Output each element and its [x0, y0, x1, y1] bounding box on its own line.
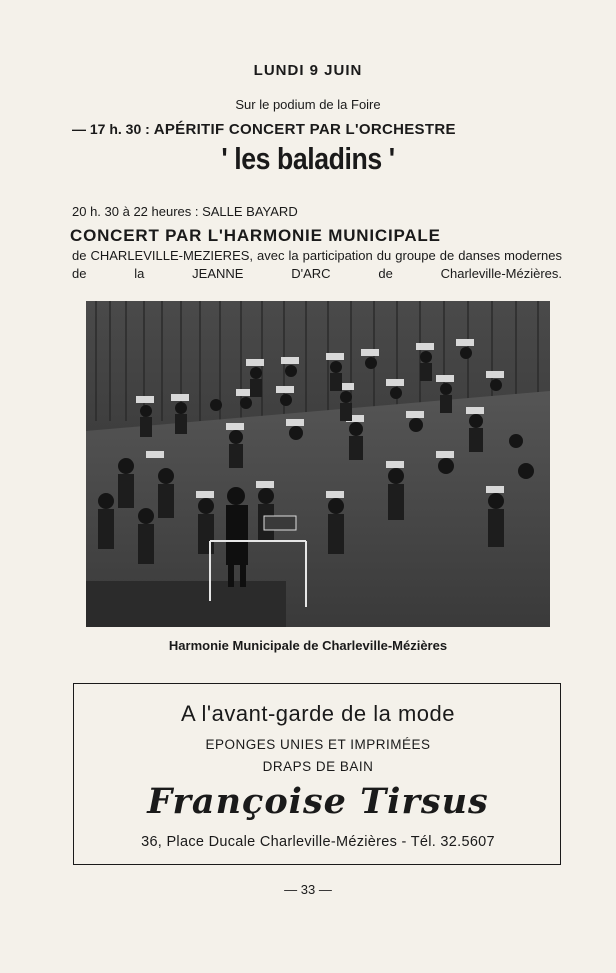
page-number: — 33 — [284, 882, 332, 897]
orchestra-photo-illustration [86, 301, 550, 627]
aperitif-time: — 17 h. 30 : [72, 121, 150, 137]
aperitif-line [72, 121, 456, 138]
photo-caption: Harmonie Municipale de Charleville-Mézières [168, 638, 448, 653]
ad-brand-name: Françoise Tirsus [147, 781, 489, 822]
advertisement-box [73, 683, 561, 865]
ad-slogan: A l'avant-garde de la mode [180, 701, 456, 726]
ad-address: 36, Place Ducale Charleville-Mézières - Tél. 32.5607 [141, 834, 495, 850]
evening-time-place: 20 h. 30 à 22 heures : SALLE BAYARD [72, 204, 298, 219]
concert-description: de CHARLEVILLE-MEZIERES, avec la participation du groupe de danses modernes de la JEANNE D'ARC de Charleville-Mézières. [72, 248, 562, 281]
ad-line-draps: DRAPS DE BAIN [262, 759, 374, 774]
podium-location: Sur le podium de la Foire [235, 97, 381, 112]
concert-heading: CONCERT PAR L'HARMONIE MUNICIPALE [70, 226, 441, 245]
orchestra-name: ' les baladins ' [221, 141, 395, 176]
event-date: LUNDI 9 JUIN [253, 62, 363, 79]
aperitif-heading: APÉRITIF CONCERT PAR L'ORCHESTRE [153, 121, 456, 138]
orchestra-photo [86, 301, 550, 627]
ad-line-eponges: EPONGES UNIES ET IMPRIMÉES [205, 737, 431, 752]
